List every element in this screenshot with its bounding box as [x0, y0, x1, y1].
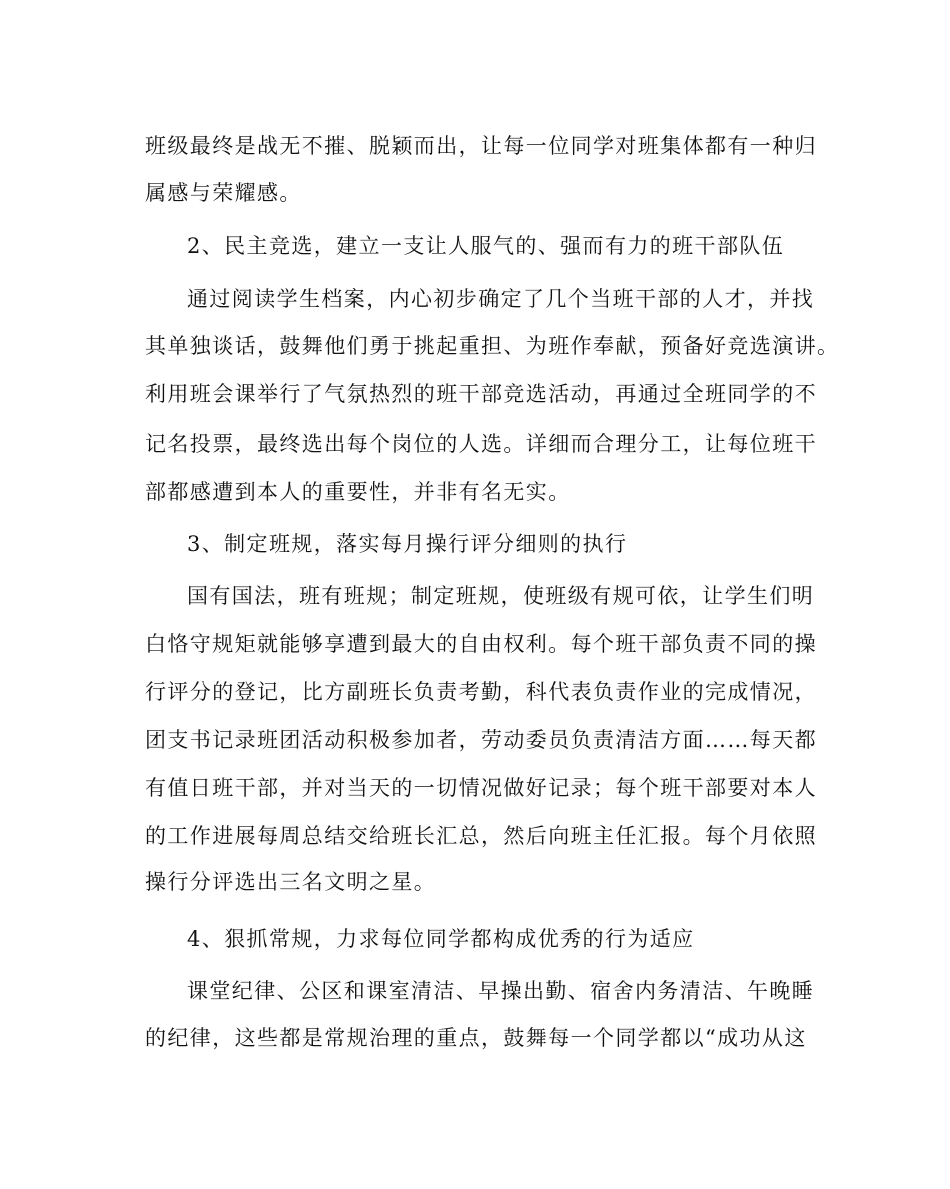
body-text-line: 属感与荣耀感。 — [145, 181, 302, 205]
section-heading: 4、狠抓常规，力求每位同学都构成优秀的行为适应 — [187, 927, 695, 951]
body-text-line: 其单独谈话，鼓舞他们勇于挑起重担、为班作奉献，预备好竞选演讲。 — [145, 334, 840, 358]
body-text-line: 课堂纪律、公区和课室清洁、早操出勤、宿舍内务清洁、午晚睡 — [187, 979, 815, 1003]
body-text-line: 通过阅读学生档案，内心初步确定了几个当班干部的人才，并找 — [187, 287, 815, 311]
body-text-line: 国有国法，班有班规；制定班规，使班级有规可依，让学生们明 — [187, 584, 815, 608]
body-text-line: 有值日班干部，并对当天的一切情况做好记录；每个班干部要对本人 — [145, 776, 817, 800]
body-text-line: 记名投票，最终选出每个岗位的人选。详细而合理分工，让每位班干 — [145, 432, 817, 456]
body-text-line: 的工作进展每周总结交给班长汇总，然后向班主任汇报。每个月依照 — [145, 824, 817, 848]
body-text-line: 班级最终是战无不摧、脱颖而出，让每一位同学对班集体都有一种归 — [145, 134, 817, 158]
section-heading: 3、制定班规，落实每月操行评分细则的执行 — [187, 532, 628, 556]
body-text-line: 部都感遭到本人的重要性，并非有名无实。 — [145, 480, 571, 504]
body-text-line: 利用班会课举行了气氛热烈的班干部竞选活动，再通过全班同学的不 — [145, 382, 817, 406]
body-text-line: 操行分评选出三名文明之星。 — [145, 870, 437, 894]
body-text-line: 行评分的登记，比方副班长负责考勤，科代表负责作业的完成情况， — [145, 680, 817, 704]
body-text-line: 的纪律，这些都是常规治理的重点，鼓舞每一个同学都以“成功从这 — [145, 1026, 807, 1050]
body-text-line: 团支书记录班团活动积极参加者，劳动委员负责清洁方面……每天都 — [145, 728, 817, 752]
section-heading: 2、民主竞选，建立一支让人服气的、强而有力的班干部队伍 — [187, 234, 785, 258]
body-text-line: 白恪守规矩就能够享遭到最大的自由权利。每个班干部负责不同的操 — [145, 632, 817, 656]
